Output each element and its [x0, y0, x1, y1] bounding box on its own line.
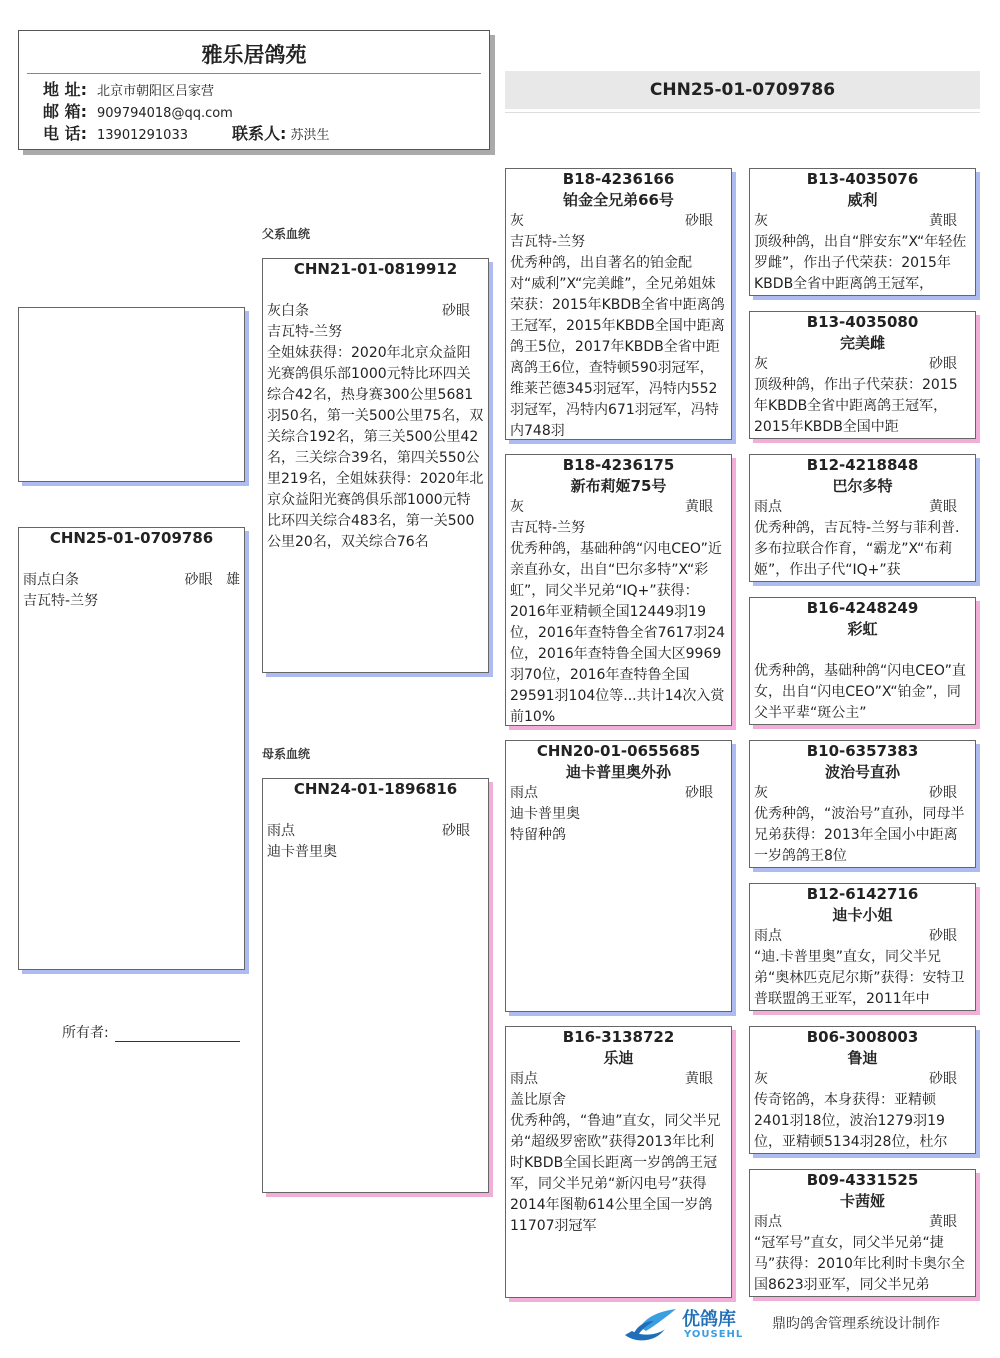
plumage-color: 雨点	[510, 1071, 538, 1087]
pigeon-logo-icon	[620, 1305, 680, 1345]
ring-number: CHN25-01-0709786	[49, 529, 214, 547]
eye-sign: 砂眼	[685, 213, 713, 229]
eye-sign: 砂眼	[442, 823, 470, 839]
strain: 吉瓦特-兰努	[510, 234, 586, 250]
ring-number: B13-4035076	[806, 170, 919, 188]
owner-signature-line	[115, 1041, 240, 1042]
description: 顶级种鸽，出自“胖安东”X“年轻佐罗雌”，作出子代荣获：2015年KBDB全省中距离鸽王冠军，	[754, 234, 967, 292]
bird-name: 迪卡普里奥外孙	[565, 763, 671, 781]
owner-label: 所有者:	[62, 1025, 109, 1041]
bird-name: 乐迪	[603, 1049, 634, 1067]
bird-name: 巴尔多特	[832, 477, 893, 495]
bird-name: 彩虹	[847, 620, 878, 638]
ring-number: B06-3008003	[806, 1028, 919, 1046]
bird-name: 威利	[847, 191, 878, 209]
description: 特留种鸽	[510, 827, 566, 843]
eye-sign: 黄眼	[929, 213, 957, 229]
phone-label: 电 话:	[43, 124, 87, 143]
plumage-color: 灰	[754, 1071, 768, 1087]
eye-sign: 砂眼	[442, 303, 470, 319]
ring-number: B18-4236166	[562, 170, 675, 188]
plumage-color: 雨点白条	[23, 572, 79, 588]
pedigree-ring-title: CHN25-01-0709786	[505, 71, 980, 109]
bird-name: 鲁迪	[847, 1049, 878, 1067]
plumage-color: 雨点	[754, 928, 782, 944]
eye-sign: 砂眼	[929, 1071, 957, 1087]
plumage-color: 灰	[754, 356, 768, 372]
plumage-color: 灰	[754, 213, 768, 229]
description: “冠军号”直女，同父半兄弟“捷马”获得：2010年比利时卡奥尔全国8623羽亚军，同父半兄弟	[754, 1235, 965, 1293]
grandparent-card	[505, 168, 732, 440]
great-grandparent-card	[749, 311, 976, 439]
eye-sign: 黄眼	[685, 1071, 713, 1087]
sex: 雄	[226, 572, 240, 588]
description: 优秀种鸽，基础种鸽“闪电CEO”近亲直孙女，出自“巴尔多特”X“彩虹”，同父半兄弟“IQ+”获得：2016年亚精顿全国12449羽19位，2016年查特鲁全省7617羽24位，2016年查特鲁全国大区9969羽70位，2016年查特鲁全国29591羽104位等...共计14次入赏前10%	[510, 541, 726, 725]
great-grandparent-card	[749, 740, 976, 868]
ring-number: B16-4248249	[806, 599, 919, 617]
description: 全姐妹获得：2020年北京众益阳光赛鸽俱乐部1000元特比环四关综合42名，热身赛300公里5681羽50名，第一关500公里75名，双关综合192名，第三关500公里42名，三关综合39名，第四关550公里219名，全姐妹获得：2020年北京众益阳光赛鸽俱乐部1000元特比环四关综合483名，第一关500公里20名，双关综合76名	[267, 345, 484, 550]
plumage-color: 雨点	[267, 823, 295, 839]
dam-card	[262, 778, 489, 1193]
ring-number: CHN21-01-0819912	[293, 260, 458, 278]
email-label: 邮 箱:	[43, 102, 87, 121]
email-value: 909794018@qq.com	[97, 106, 233, 121]
eye-sign: 黄眼	[929, 499, 957, 515]
eye-sign: 黄眼	[929, 1214, 957, 1230]
eye-sign: 砂眼	[929, 356, 957, 372]
address-value: 北京市朝阳区吕家营	[97, 84, 215, 99]
description: 顶级种鸽，作出子代荣获：2015年KBDB全省中距离鸽王冠军，2015年KBDB全国中距	[754, 377, 958, 435]
plumage-color: 灰	[754, 785, 768, 801]
ring-number: B10-6357383	[806, 742, 919, 760]
strain: 迪卡普里奥	[510, 806, 580, 822]
loft-info-card	[18, 30, 490, 150]
eye-sign: 砂眼	[929, 928, 957, 944]
great-grandparent-card	[749, 168, 976, 296]
ring-number: B13-4035080	[806, 313, 919, 331]
logo-text-en: YOUSEHL	[684, 1329, 744, 1340]
ring-number: B12-6142716	[806, 885, 919, 903]
contact-value: 苏洪生	[290, 128, 330, 143]
great-grandparent-card	[749, 883, 976, 1011]
phone-value: 13901291033	[97, 128, 188, 143]
strain: 吉瓦特-兰努	[267, 324, 343, 340]
bird-name: 波治号直孙	[824, 763, 900, 781]
address-label: 地 址:	[43, 80, 87, 99]
sire-section-label: 父系血统	[262, 227, 311, 241]
strain: 吉瓦特-兰努	[23, 593, 99, 609]
dam-section-label: 母系血统	[262, 747, 311, 761]
plumage-color: 灰	[510, 499, 524, 515]
ring-number: CHN20-01-0655685	[536, 742, 701, 760]
description: 传奇铭鸽，本身获得：亚精顿2401羽18位，波治1279羽19位，亚精顿5134羽28位，杜尔	[754, 1092, 948, 1150]
divider	[505, 112, 980, 113]
grandparent-card	[505, 454, 732, 726]
plumage-color: 灰	[510, 213, 524, 229]
great-grandparent-card	[749, 1169, 976, 1297]
bird-name: 完美雌	[839, 334, 885, 352]
grandparent-card	[505, 740, 732, 1012]
eye-sign: 砂眼	[184, 572, 213, 588]
subject-bird-card	[18, 527, 245, 970]
eye-sign: 砂眼	[929, 785, 957, 801]
plumage-color: 雨点	[510, 785, 538, 801]
description: 优秀种鸽，吉瓦特-兰努与菲利普.多布拉联合作育，“霸龙”X“布莉姬”，作出子代“IQ+”获	[754, 520, 960, 578]
strain: 迪卡普里奥	[267, 844, 337, 860]
loft-title: 雅乐居鸽苑	[201, 43, 307, 67]
bird-name: 新布莉姬75号	[570, 477, 667, 495]
grandparent-card	[505, 1026, 732, 1298]
eye-sign: 黄眼	[685, 499, 713, 515]
great-grandparent-card	[749, 1026, 976, 1154]
ring-number: B09-4331525	[806, 1171, 919, 1189]
ring-number: B18-4236175	[562, 456, 675, 474]
plumage-color: 雨点	[754, 1214, 782, 1230]
great-grandparent-card	[749, 454, 976, 582]
description: 优秀种鸽，“波治号”直孙，同母半兄弟获得：2013年全国小中距离一岁鸽鸽王8位	[754, 806, 965, 864]
description: “迪.卡普里奥”直女，同父半兄弟“奥林匹克尼尔斯”获得：安特卫普联盟鸽王亚军，2011年中	[754, 949, 965, 1007]
ring-number: B16-3138722	[562, 1028, 675, 1046]
youseku-logo	[620, 1305, 760, 1345]
eye-sign: 砂眼	[685, 785, 713, 801]
strain: 盖比原舍	[510, 1092, 566, 1108]
bird-name: 铂金全兄弟66号	[563, 191, 674, 209]
plumage-color: 灰白条	[267, 303, 309, 319]
description: 优秀种鸽，出自著名的铂金配对“威利”X“完美雌”，全兄弟姐妹荣获：2015年KBDB全省中距离鸽王冠军，2015年KBDB全国中距离鸽王5位，2017年KBDB全省中距离鸽王6位，查特顿590羽冠军，维莱芒德345羽冠军，冯特内552羽冠军，冯特内671羽冠军，冯特内748羽	[510, 255, 725, 439]
photo-placeholder	[18, 307, 245, 482]
strain: 吉瓦特-兰努	[510, 520, 586, 536]
plumage-color: 雨点	[754, 499, 782, 515]
ring-number: CHN24-01-1896816	[293, 780, 458, 798]
owner-field	[62, 1022, 240, 1042]
great-grandparent-card	[749, 597, 976, 725]
bird-name: 迪卡小姐	[832, 906, 893, 924]
contact-label: 联系人:	[231, 124, 287, 143]
ring-number: B12-4218848	[806, 456, 919, 474]
bird-name: 卡茜娅	[839, 1192, 885, 1210]
logo-text-cn: 优鸽库	[682, 1309, 736, 1330]
footer-credit: 鼎昀鸽舍管理系统设计制作	[772, 1316, 940, 1332]
description: 优秀种鸽，基础种鸽“闪电CEO”直女，出自“闪电CEO”X“铂金”，同父半平辈“斑公主”	[754, 663, 966, 721]
description: 优秀种鸽，“鲁迪”直女，同父半兄弟“超级罗密欧”获得2013年比利时KBDB全国长距离一岁鸽鸽王冠军，同父半兄弟“新闪电号”获得2014年图勒614公里全国一岁鸽11707羽冠军	[510, 1113, 721, 1234]
sire-card	[262, 258, 489, 673]
